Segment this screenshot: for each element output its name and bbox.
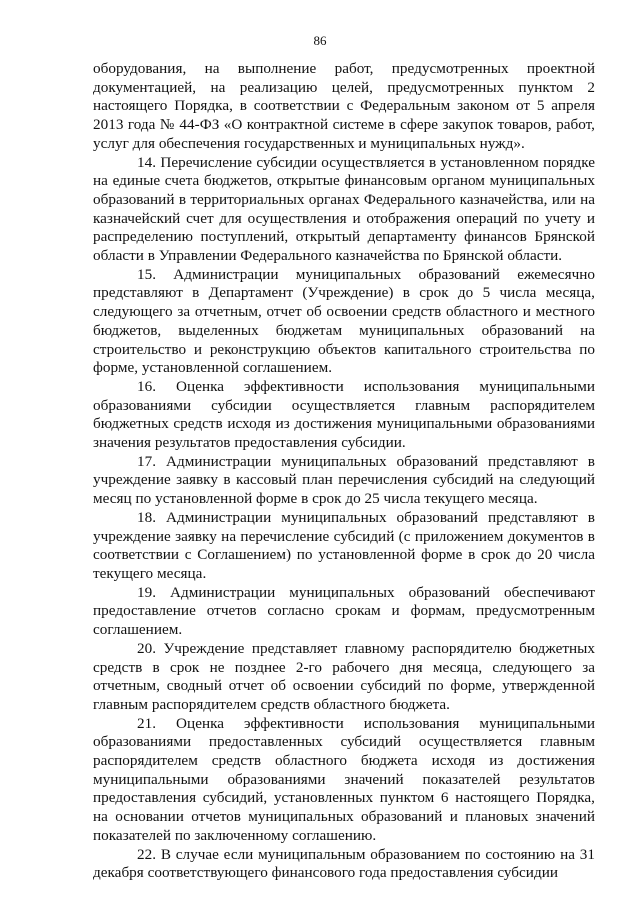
page-number: 86 <box>313 33 327 48</box>
paragraph-15: 15. Администрации муниципальных образований ежемесячно представляют в Департамент (Учреждение) в срок до 5 числа месяца, следующего за отчетным, отчет об освоении средств областного и местного бюджетов, выделенных бюджетам муниципальных образований на строительство и реконструкцию объектов капитального строительства по форме, установленной соглашением. <box>93 265 595 377</box>
paragraph-17: 17. Администрации муниципальных образований представляют в учреждение заявку в кассовый план перечисления субсидий на следующий месяц по установленной форме в срок до 25 числа текущего месяца. <box>93 452 595 508</box>
paragraph-19: 19. Администрации муниципальных образований обеспечивают предоставление отчетов согласно срокам и формам, предусмотренным соглашением. <box>93 583 595 639</box>
paragraph-20: 20. Учреждение представляет главному распорядителю бюджетных средств в срок не позднее 2-го рабочего дня месяца, следующего за отчетным, сводный отчет об освоении субсидий по форме, утвержденной главным распорядителем средств областного бюджета. <box>93 639 595 713</box>
paragraph-16: 16. Оценка эффективности использования муниципальными образованиями субсидии осуществляется главным распорядителем бюджетных средств исходя из достижения муниципальными образованиями значения результатов предоставления субсидии. <box>93 377 595 452</box>
paragraph-14: 14. Перечисление субсидии осуществляется в установленном порядке на единые счета бюджетов, открытые финансовым органом муниципальных образований в территориальных органах Федерального казначейства, или на казначейский счет для осуществления и отображения операций по учету и распределению поступлений, открытый департаменту финансов Брянской области в Управлении Федерального казначейства по Брянской области. <box>93 153 595 265</box>
document-body <box>93 60 595 883</box>
paragraph-continuation: оборудования, на выполнение работ, предусмотренных проектной документацией, на реализацию целей, предусмотренных пунктом 2 настоящего Порядка, в соответствии с Федеральным законом от 5 апреля 2013 года № 44-ФЗ «О контрактной системе в сфере закупок товаров, работ, услуг для обеспечения государственных и муниципальных нужд». <box>93 60 595 152</box>
paragraph-22: 22. В случае если муниципальным образованием по состоянию на 31 декабря соответствующего финансового года предоставления субсидии <box>93 845 595 882</box>
paragraph-18: 18. Администрации муниципальных образований представляют в учреждение заявку на перечисление субсидий (с приложением документов в соответствии с Соглашением) по установленной форме в срок до 20 числа текущего месяца. <box>93 508 595 582</box>
paragraph-21: 21. Оценка эффективности использования муниципальными образованиями предоставленных субсидий осуществляется главным распорядителем средств областного бюджета исходя из достижения муниципальными образованиями значений показателей результатов предоставления субсидий, установленных пунктом 6 настоящего Порядка, на основании отчетов муниципальных образований и плановых значений показателей по заключенному соглашению. <box>93 714 595 844</box>
